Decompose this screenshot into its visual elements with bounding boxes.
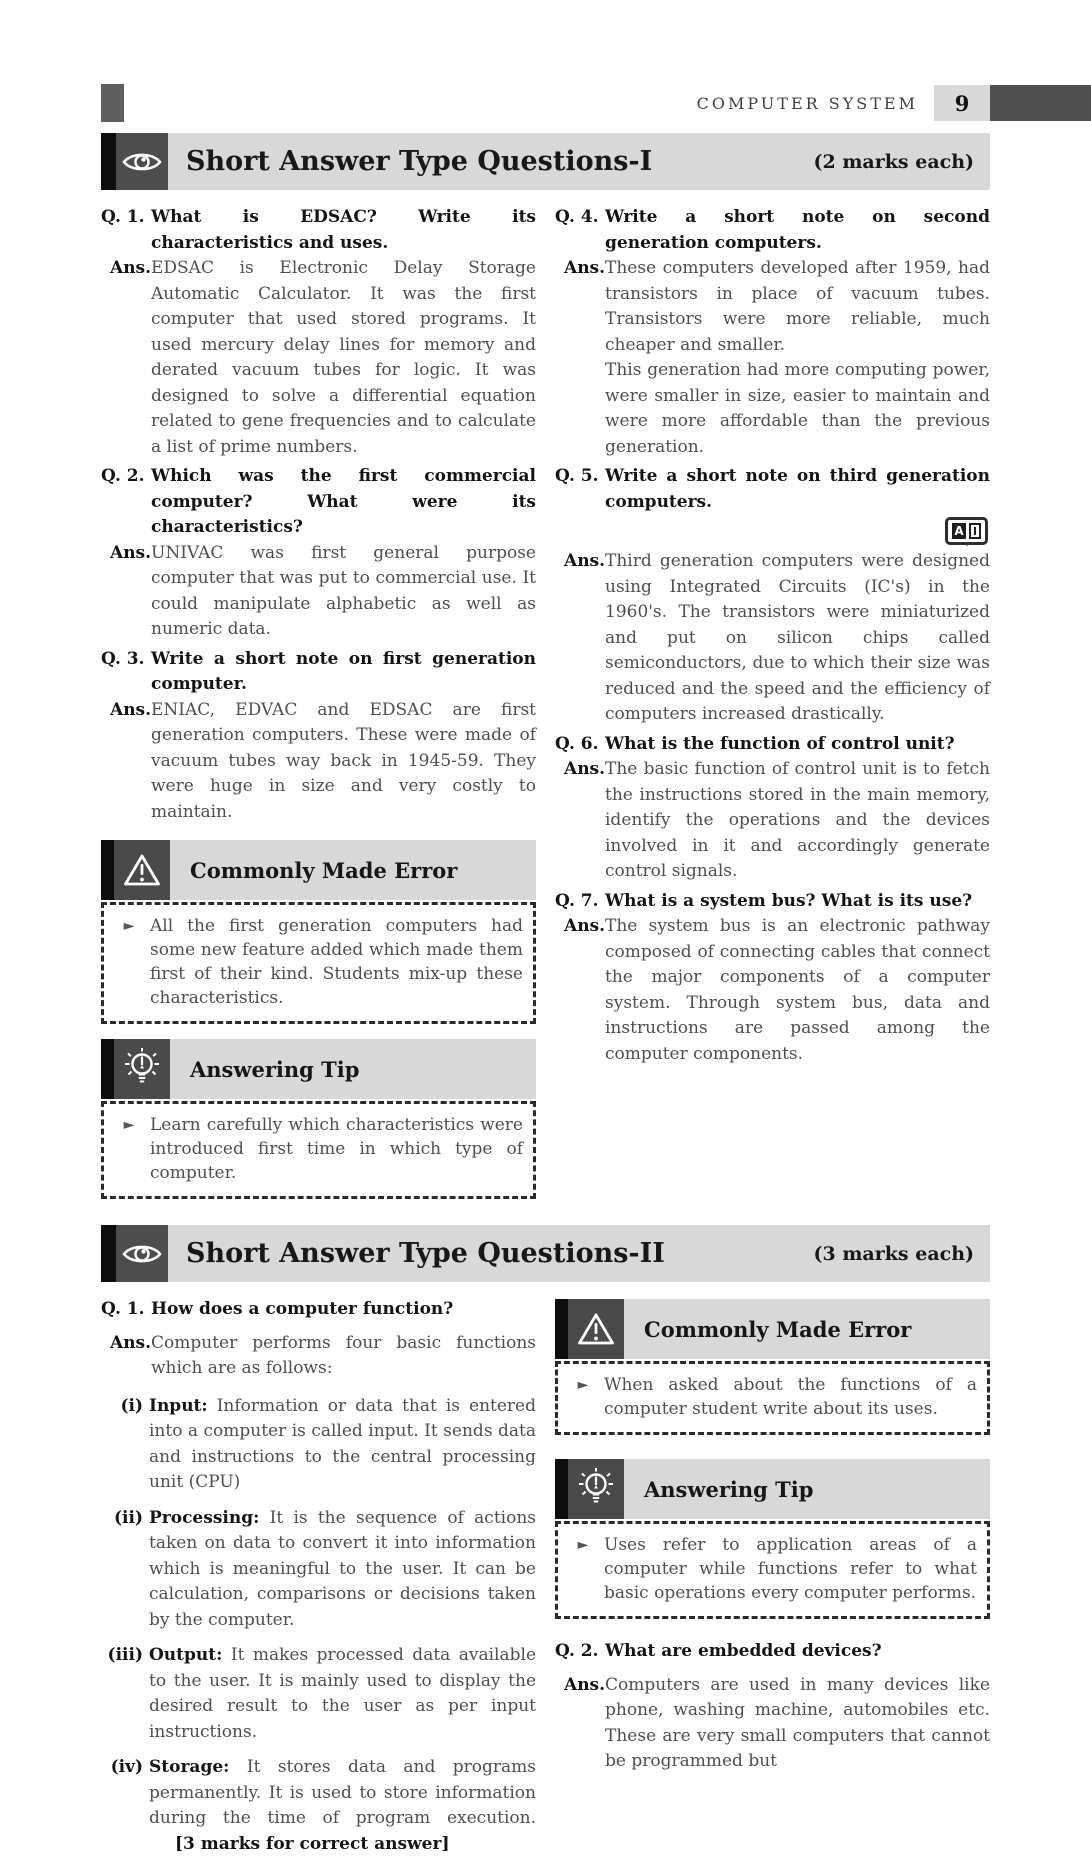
question-text: What is EDSAC? Write its characteristics and uses.	[151, 207, 536, 253]
question-text: How does a computer function?	[151, 1299, 454, 1319]
section-2-header	[101, 1225, 990, 1282]
ai-icon-letter-i: I	[969, 523, 981, 539]
function-item-processing	[101, 1506, 536, 1634]
question-block-q2	[101, 464, 536, 643]
question-number: Q. 2.	[101, 466, 145, 486]
error-box-header	[555, 1299, 990, 1359]
question-block-q3	[101, 647, 536, 826]
question-block-s2-q1	[101, 1297, 536, 1857]
function-item-input	[101, 1394, 536, 1496]
question-block-q6	[555, 732, 990, 885]
answer-paragraph: This generation had more computing power, were smaller in size, easier to maintain and were more affordable than the previous generation.	[605, 360, 990, 457]
item-text	[149, 1394, 536, 1496]
corner-mark	[101, 84, 124, 122]
running-header	[101, 84, 990, 122]
marks-note: [3 marks for correct answer]	[175, 1833, 450, 1854]
commonly-made-error-box	[555, 1299, 990, 1435]
item-text	[149, 1755, 536, 1857]
section-2-columns	[101, 1297, 990, 1861]
item-text	[149, 1506, 536, 1634]
answering-tip-box	[555, 1459, 990, 1619]
answer-text: EDSAC is Electronic Delay Storage Automatic Calculator. It was the first computer that used stored programs. It used mercury delay lines for memory and derated vacuum tubes for logic. It was designed to solve a differential equation related to gene frequencies and to calculate a list of prime numbers.	[151, 258, 536, 457]
answer-text	[605, 256, 990, 460]
ai-book-icon	[945, 517, 988, 545]
question-block-s2-q2	[555, 1639, 990, 1775]
question-number: Q. 2.	[555, 1641, 599, 1661]
answer-text: UNIVAC was first general purpose computer that was put to commercial use. It could manipulate alphabetic as well as numeric data.	[151, 542, 536, 639]
answer-text: ENIAC, EDVAC and EDSAC are first generation computers. These were made of vacuum tubes way back in 1945-59. They were huge in size and very costly to maintain.	[151, 699, 536, 822]
question-number: Q. 6.	[555, 733, 599, 754]
section-title-bar	[168, 1225, 990, 1282]
question-block-q4	[555, 205, 990, 460]
error-box-title-bar	[170, 840, 536, 900]
answer-text: The basic function of control unit is to fetch the instructions stored in the main memory, identify the operations and the devices involved in it and accordingly generate control signals.	[605, 759, 990, 881]
page-number: 9	[954, 90, 970, 116]
answer-label: Ans.	[564, 258, 606, 278]
arrow-bullet-icon: ►	[577, 1537, 589, 1553]
arrow-bullet-icon: ►	[123, 1117, 135, 1133]
answer-text: The system bus is an electronic pathway composed of connecting cables that connect the major components of a computer system. Through system bus, data and instructions are passed among the computer components.	[605, 916, 990, 1064]
question-text: Write a short note on second generation computers.	[605, 207, 990, 253]
section-title: Short Answer Type Questions-I	[186, 146, 653, 177]
answer-label: Ans.	[110, 1332, 152, 1353]
item-term: Processing:	[149, 1507, 260, 1528]
answer-label: Ans.	[564, 759, 606, 779]
item-description: It makes processed data available to the user. It is mainly used to display the desired result to the user as per input instructions.	[149, 1645, 537, 1742]
function-item-output	[101, 1643, 536, 1745]
question-text: What is a system bus? What is its use?	[605, 890, 973, 911]
eye-icon	[116, 133, 168, 190]
item-text	[149, 1643, 536, 1745]
left-column	[101, 205, 536, 1199]
tip-box-title-bar	[170, 1039, 536, 1099]
item-term: Storage:	[149, 1757, 230, 1777]
answer-label: Ans.	[564, 551, 606, 571]
box-stripe	[555, 1459, 568, 1519]
section-stripe	[101, 1225, 116, 1282]
question-number: Q. 4.	[555, 207, 599, 227]
box-stripe	[101, 840, 114, 900]
ai-icon-letter-a: A	[952, 523, 966, 539]
question-number: Q. 1.	[101, 1299, 145, 1319]
eye-icon	[116, 1225, 168, 1282]
tip-box-title: Answering Tip	[644, 1476, 814, 1502]
error-box-title: Commonly Made Error	[644, 1316, 912, 1342]
section-marks: (2 marks each)	[813, 150, 974, 173]
item-term: Input:	[149, 1395, 208, 1416]
question-text: Which was the first commercial computer? What were its characteristics?	[151, 466, 536, 537]
error-box-header	[101, 840, 536, 900]
error-box-body	[555, 1361, 990, 1435]
lightbulb-icon	[568, 1459, 624, 1519]
warning-triangle-icon	[114, 840, 170, 900]
section-title: Short Answer Type Questions-II	[186, 1238, 665, 1269]
section-title-bar	[168, 133, 990, 190]
question-number: Q. 7.	[555, 890, 599, 911]
chapter-title: COMPUTER SYSTEM	[696, 93, 918, 113]
answering-tip-box	[101, 1039, 536, 1199]
error-box-text: All the first generation computers had some new feature added which made them first of their kind. Students mix-up these characteristics.	[150, 916, 523, 1008]
left-column	[101, 1297, 536, 1861]
question-text: Write a short note on third generation computers.	[605, 466, 990, 512]
tip-box-title-bar	[624, 1459, 990, 1519]
right-column	[555, 1297, 990, 1779]
question-block-q7	[555, 889, 990, 1068]
ai-badge-row	[555, 517, 988, 545]
question-number: Q. 3.	[101, 648, 145, 669]
page-number-box	[934, 85, 990, 121]
item-number: (iii)	[107, 1645, 143, 1665]
question-text: What is the function of control unit?	[605, 733, 955, 754]
section-1-columns	[101, 205, 990, 1199]
answer-text: Third generation computers were designed using Integrated Circuits (IC's) in the 1960's. The transistors were miniaturized and put on silicon chips called semiconductors, due to which their size was reduced and the speed and the efficiency of computers increased drastically.	[605, 551, 990, 724]
answer-label: Ans.	[110, 699, 152, 720]
question-number: Q. 1.	[101, 207, 145, 227]
box-stripe	[555, 1299, 568, 1359]
item-description: Information or data that is entered into a computer is called input. It sends data and instructions to the central processing unit (CPU)	[149, 1395, 536, 1492]
item-number: (iv)	[110, 1757, 143, 1777]
lightbulb-icon	[114, 1039, 170, 1099]
answer-label: Ans.	[110, 542, 152, 563]
answer-intro: Computer performs four basic functions which are as follows:	[151, 1332, 536, 1378]
question-number: Q. 5.	[555, 466, 599, 486]
commonly-made-error-box	[101, 840, 536, 1024]
item-number: (i)	[120, 1395, 143, 1416]
answer-label: Ans.	[564, 916, 606, 936]
page-content	[101, 84, 990, 1861]
section-stripe	[101, 133, 116, 190]
tip-box-header	[101, 1039, 536, 1099]
error-box-title-bar	[624, 1299, 990, 1359]
error-box-body	[101, 902, 536, 1024]
arrow-bullet-icon: ►	[123, 918, 135, 934]
box-stripe	[101, 1039, 114, 1099]
arrow-bullet-icon: ►	[577, 1377, 589, 1393]
section-1-header	[101, 133, 990, 190]
answer-text: Computers are used in many devices like phone, washing machine, automobiles etc. These are very small computers that cannot be programmed but	[605, 1674, 990, 1771]
error-box-title: Commonly Made Error	[190, 857, 458, 883]
question-block-q1	[101, 205, 536, 460]
answer-label: Ans.	[564, 1674, 606, 1695]
tip-box-text: Learn carefully which characteristics were introduced first time in which type of computer.	[150, 1115, 523, 1183]
question-text: What are embedded devices?	[605, 1641, 882, 1661]
item-number: (ii)	[113, 1507, 143, 1528]
warning-triangle-icon	[568, 1299, 624, 1359]
item-term: Output:	[149, 1645, 223, 1665]
error-box-text: When asked about the functions of a computer student write about its uses.	[604, 1375, 977, 1419]
item-description: It stores data and programs permanently. It is used to store information during the time of program execution.	[149, 1757, 537, 1828]
tip-box-title: Answering Tip	[190, 1056, 360, 1082]
tip-box-header	[555, 1459, 990, 1519]
header-edge-bar	[990, 85, 1091, 121]
right-column	[555, 205, 990, 1071]
answer-label: Ans.	[110, 258, 152, 278]
tip-box-text: Uses refer to application areas of a computer while functions refer to what basic operations every computer performs.	[604, 1535, 977, 1603]
answer-paragraph: These computers developed after 1959, had transistors in place of vacuum tubes. Transistors were more reliable, much cheaper and smaller.	[605, 258, 990, 355]
tip-box-body	[555, 1521, 990, 1619]
question-block-q5	[555, 464, 990, 728]
section-marks: (3 marks each)	[813, 1242, 974, 1265]
question-text: Write a short note on first generation computer.	[151, 648, 536, 694]
item-description: It is the sequence of actions taken on data to convert it into information which is meaningful to the user. It can be calculation, comparisons or decisions taken by the computer.	[149, 1507, 537, 1630]
tip-box-body	[101, 1101, 536, 1199]
function-item-storage	[101, 1755, 536, 1857]
